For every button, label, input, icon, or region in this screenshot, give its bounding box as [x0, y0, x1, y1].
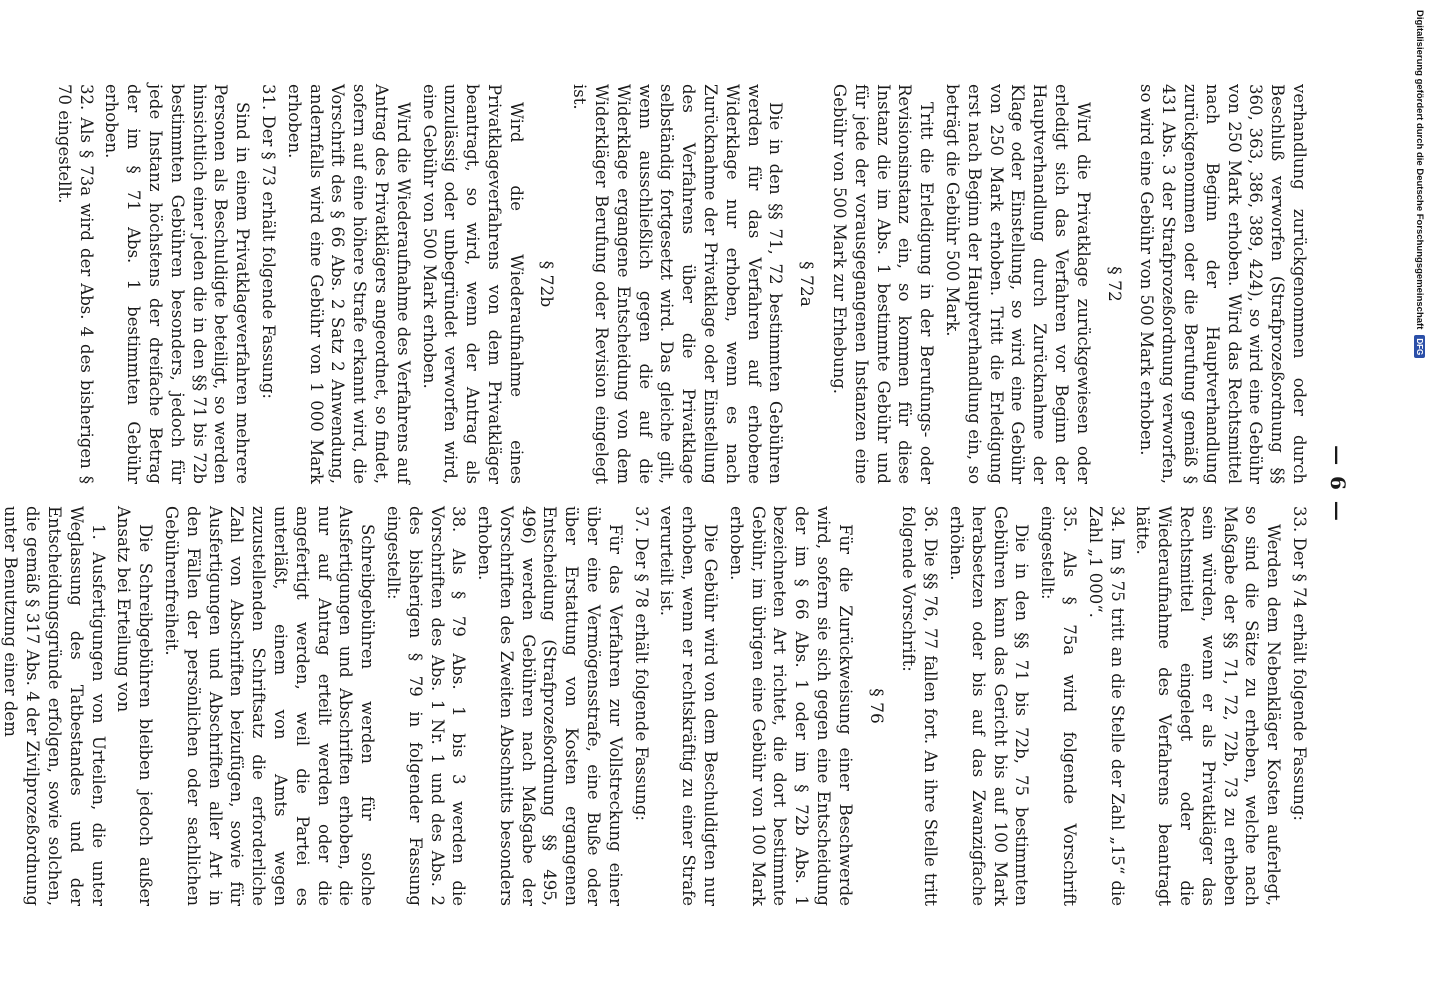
paragraph: Die in den §§ 71 bis 72b, 75 bestimmten Gebühren kann das Gericht bis auf 100 Mark herabsetzen oder bis auf das Zwanzigfache erhöhen.	[947, 506, 1032, 906]
paragraph: Für die Zurückweisung einer Beschwerde wird, sofern sie sich gegen eine Entscheidung der im § 66 Abs. 1 oder im § 72b Abs. 1 bezeichneten Art richtet, die dort bestimmte Gebühr, im übrigen eine Gebühr von 100 Mark erhoben.	[726, 506, 855, 906]
paragraph: 32. Als § 73a wird der Abs. 4 des bisherigen § 70 eingestellt.	[54, 84, 96, 484]
paragraph: Wird die Wiederaufnahme eines Privatklageverfahrens von dem Privatkläger beantragt, so wird, wenn der Antrag als unzulässig oder unbegründet verworfen wird, eine Gebühr von 500 Mark erhoben.	[419, 84, 526, 484]
paragraph: Die Gebühr wird von dem Beschuldigten nur erhoben, wenn er rechtskräftig zu einer Strafe verurteilt ist.	[657, 506, 721, 906]
paragraph: Die Schreibgebühren bleiben jedoch außer Ansatz bei Erteilung von	[114, 506, 156, 906]
left-column	[49, 84, 1310, 484]
paragraph: 1. Ausfertigungen von Urteilen, die unter Weglassung des Tatbestandes und der Entscheidungsgründe erfolgen, sowie solchen, die gemäß § 317 Abs. 4 der Zivilprozeßordnung unter Benutzung einer dem	[1, 506, 108, 906]
paragraph: Die in den §§ 71, 72 bestimmten Gebühren werden für das Verfahren auf erhobene Widerklage nur erhoben, wenn es nach Zurücknahme der Privatklage oder Einstellung des Verfahrens über die Privatklage selbständig fortgesetzt wird. Das gleiche gilt, wenn ausschließlich gegen die auf die Widerklage ergangene Entscheidung von dem Widerkläger Berufung oder Revision eingelegt ist.	[570, 84, 786, 484]
paragraph: Werden dem Nebenkläger Kosten auferlegt, so sind die Sätze zu erheben, welche nach Maßgabe der §§ 71, 72, 72b, 73 zu erheben sein würden, wenn er als Privatkläger das Rechtsmittel eingelegt oder die Wiederaufnahme des Verfahrens beantragt hätte.	[1133, 506, 1284, 906]
dfg-logo: DFG	[1415, 335, 1426, 358]
paragraph: 34. Im § 75 tritt an die Stelle der Zahl „15“ die Zahl „1 000“.	[1085, 506, 1127, 906]
paragraph: 36. Die §§ 76, 77 fallen fort. An ihre Stelle tritt folgende Vorschrift:	[899, 506, 941, 906]
document-page	[1, 48, 1356, 920]
section-heading: § 76	[865, 688, 886, 724]
paragraph: 33. Der § 74 erhält folgende Fassung:	[1290, 506, 1309, 821]
credit-text: Digitalisierung gefördert durch die Deutsche Forschungsgemeinschaft	[1414, 10, 1426, 330]
paragraph: 37. Der § 78 erhält folgende Fassung:	[631, 506, 651, 821]
digitization-credit	[1410, 10, 1430, 394]
paragraph: Für das Verfahren zur Vollstreckung einer über eine Vermögensstrafe, eine Buße oder über Erstattung von Kosten ergangenen Entscheidung (Strafprozeßordnung §§ 495, 496) werden Gebühren nach Maßgabe der Vorschriften des Zweiten Abschnitts besonders erhoben.	[475, 506, 625, 906]
paragraph: Wird die Privatklage zurückgewiesen oder erledigt sich das Verfahren vor Beginn der Hauptverhandlung durch Zurücknahme der Klage oder Einstellung, so wird eine Gebühr von 250 Mark erhoben. Tritt die Erledigung erst nach Beginn der Hauptverhandlung ein, so beträgt die Gebühr 500 Mark.	[943, 84, 1093, 484]
paragraph: Wird die Wiederaufnahme des Verfahrens auf Antrag des Privatklägers angeordnet, so findet, sofern auf eine höhere Strafe erkannt wird, die Vorschrift des § 66 Abs. 2 Satz 2 Anwendung, andernfalls wird eine Gebühr von 1 000 Mark erhoben.	[284, 84, 413, 484]
right-column	[0, 506, 1310, 906]
section-heading: § 72	[1103, 266, 1124, 302]
section-heading: § 72b	[536, 260, 557, 308]
paragraph: Schreibgebühren werden für solche Ausfertigungen und Abschriften erhoben, die nur auf Antrag erteilt werden oder die angefertigt werden, weil die Partei es unterläßt, einem von Amts wegen zuzustellenden Schriftsatz die erforderliche Zahl von Abschriften beizufügen, sowie für Ausfertigungen und Abschriften aller Art in den Fällen der persönlichen oder sachlichen Gebührenfreiheit.	[161, 506, 378, 906]
paragraph: Tritt die Erledigung in der Berufungs- oder Revisionsinstanz ein, so kommen für diese Instanz die im Abs. 1 bestimmte Gebühr und für jede der vorausgegangenen Instanzen eine Gebühr von 500 Mark zur Erhebung.	[830, 84, 937, 484]
paragraph: verhandlung zurückgenommen oder durch Beschluß verworfen (Strafprozeßordnung §§ 360, 363, 386, 389, 424), so wird eine Gebühr von 250 Mark erhoben. Wird das Rechtsmittel nach Beginn der Hauptverhandlung zurückgenommen oder die Berufung gemäß § 431 Abs. 3 der Strafprozeßordnung verworfen, so wird eine Gebühr von 500 Mark erhoben.	[1137, 84, 1309, 484]
page-number: — 6 —	[1326, 445, 1350, 523]
paragraph: 38. Als § 79 Abs. 1 bis 3 werden die Vorschriften des Abs. 1 Nr. 1 und des Abs. 2 des bisherigen § 79 in folgender Fassung eingestellt:	[383, 506, 469, 906]
paragraph: 35. Als § 75a wird folgende Vorschrift eingestellt:	[1038, 506, 1080, 906]
paragraph: Sind in einem Privatklageverfahren mehrere Personen als Beschuldigte beteiligt, so werden hinsichtlich einer jeden die in den §§ 71 bis 72b bestimmten Gebühren besonders, jedoch für jede Instanz höchstens der dreifache Betrag der im § 71 Abs. 1 bestimmten Gebühr erhoben.	[102, 84, 253, 484]
section-heading: § 72a	[796, 261, 817, 307]
paragraph: 31. Der § 73 erhält folgende Fassung:	[258, 84, 278, 399]
